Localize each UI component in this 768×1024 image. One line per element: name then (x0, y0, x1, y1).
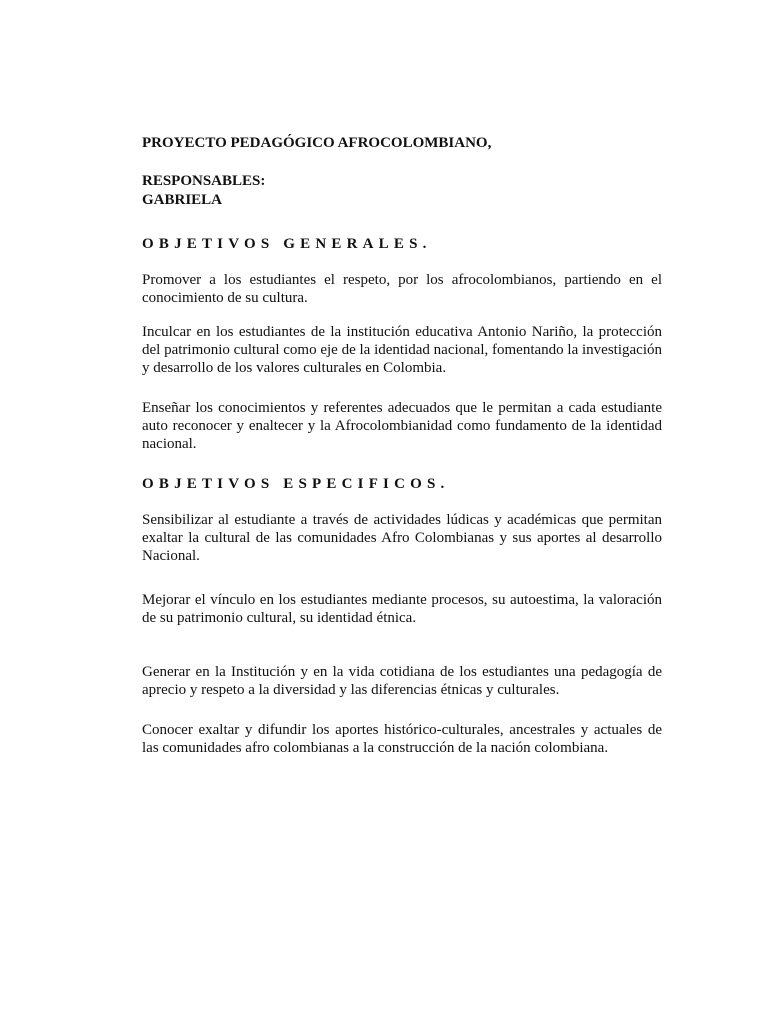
objetivo-especifico-paragraph: Mejorar el vínculo en los estudiantes mediante procesos, su autoestima, la valoración de su patrimonio cultural, su identidad étnica. (142, 592, 662, 626)
responsable-name: GABRIELA (142, 192, 223, 208)
objetivo-general-paragraph: Inculcar en los estudiantes de la institución educativa Antonio Nariño, la protección del patrimonio cultural como eje de la identidad nacional, fomentando la investigación y desarrollo de los valores culturales en Colombia. (142, 324, 662, 376)
objetivo-general-paragraph: Promover a los estudiantes el respeto, por los afrocolombianos, partiendo en el conocimiento de su cultura. (142, 272, 662, 306)
objetivos-generales-heading: OBJETIVOS GENERALES. (142, 236, 432, 252)
objetivo-especifico-paragraph: Conocer exaltar y difundir los aportes histórico-culturales, ancestrales y actuales de las comunidades afro colombianas a la construcción de la nación colombiana. (142, 722, 662, 756)
document-content (142, 134, 662, 757)
objetivo-general-paragraph: Enseñar los conocimientos y referentes adecuados que le permitan a cada estudiante auto reconocer y enaltecer y la Afrocolombianidad como fundamento de la identidad nacional. (142, 400, 662, 452)
objetivos-especificos-heading: OBJETIVOS ESPECIFICOS. (142, 476, 450, 492)
objetivo-especifico-paragraph: Sensibilizar al estudiante a través de actividades lúdicas y académicas que permitan exaltar la cultural de las comunidades Afro Colombianas y sus aportes al desarrollo Nacional. (142, 512, 662, 564)
document-title: PROYECTO PEDAGÓGICO AFROCOLOMBIANO, (142, 135, 492, 151)
objetivo-especifico-paragraph: Generar en la Institución y en la vida cotidiana de los estudiantes una pedagogía de aprecio y respeto a la diversidad y las diferencias étnicas y culturales. (142, 664, 662, 698)
responsables-label: RESPONSABLES: (142, 173, 266, 189)
